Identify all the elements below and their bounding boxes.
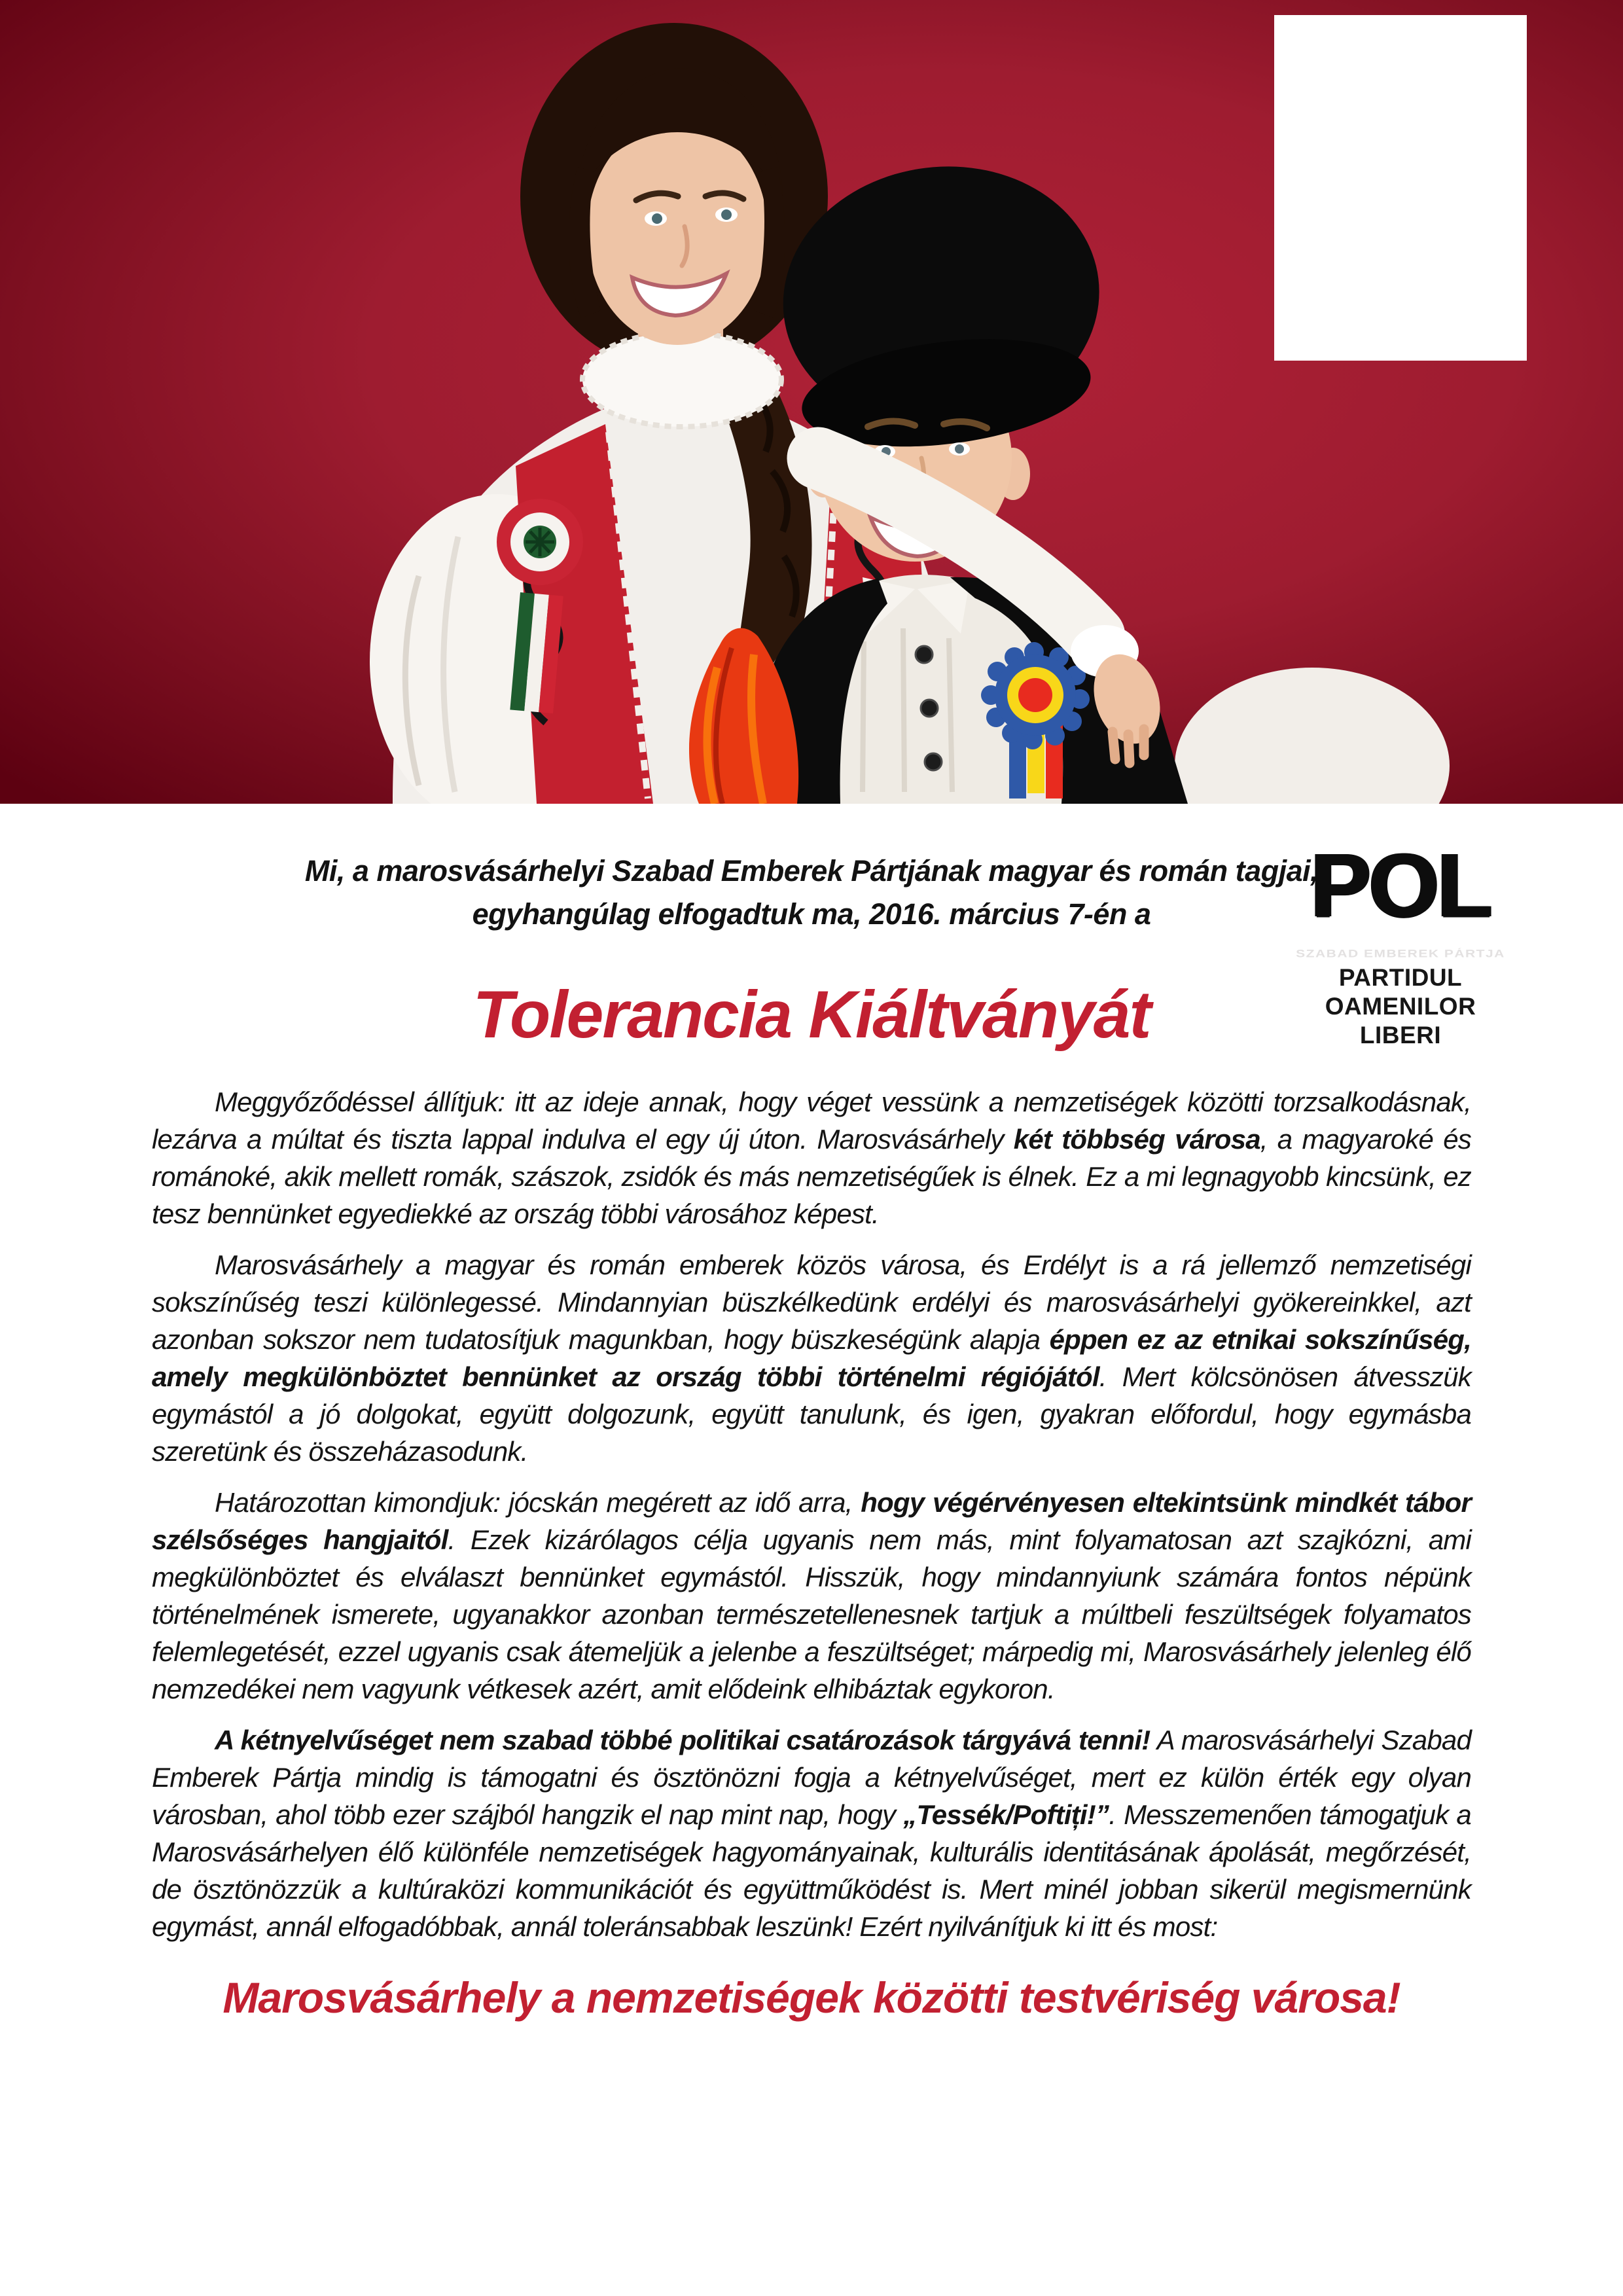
text-run: . Ezek kizárólagos célja ugyanis nem más, mint folyamatosan azt szajkózni, ami megkülönböztet és elválaszt bennünket egymástól. Hisszük, hogy mindannyiunk számára fontos népünk történelmének ismerete, ugyanakkor azonban természetellenesnek tartjuk a múltbeli feszültségek folyamatos felemlegetését, ezzel ugyanis csak átemeljük a jelenbe a feszültséget; márpedig mi, Marosvásárhely jelenleg élő nemzedékei nem vagyunk vétkesek azért, amit elődeink elhibáztak egykoron. xyxy=(152,1524,1472,1705)
manifesto-title: Tolerancia Kiáltványát xyxy=(473,977,1150,1052)
closing-slogan: Marosvásárhely a nemzetiségek közötti testvériség városa! xyxy=(223,1973,1400,2022)
text-run-bold: két többség városa xyxy=(1013,1124,1260,1155)
paragraph xyxy=(152,1484,1471,1708)
text-run: . Mert kölcsönösen átvesszük egymástól a jó dolgokat, együtt dolgozunk, együtt tanulunk, és igen, gyakran előfordul, hogy egymásba szeretünk és összeházasodunk. xyxy=(152,1361,1471,1467)
pol-faint-subtitle: SZABAD EMBEREK PÁRTJA xyxy=(1296,948,1505,960)
text-run-bold: hogy végérvényesen eltekintsünk mindkét tábor szélsőséges hangjaitól xyxy=(152,1487,1471,1556)
body-paragraphs xyxy=(152,1083,1471,1945)
text-run-bold: A kétnyelvűséget nem szabad többé politikai csatározások tárgyává tenni! xyxy=(215,1725,1150,1756)
intro-line-2: egyhangúlag elfogadtuk ma, 2016. március 7-én a xyxy=(472,897,1151,931)
paragraph xyxy=(152,1721,1471,1945)
handshake-icon xyxy=(1274,35,1623,838)
text-run: . Messzemenően támogatjuk a Marosvásárhelyen élő különféle nemzetiségek hagyományainak, kulturális identitásának ápolását, megőrzését, de ösztönözzük a kultúraközi kommunikációt és együttműködést is. Mert minél jobban sikerül megismernünk egymást, annál elfogadóbbak, annál toleránsabbak leszünk! Ezért nyilvánítjuk ki itt és most: xyxy=(152,1799,1471,1943)
text-run: A marosvásárhelyi Szabad Emberek Pártja mindig is támogatni és ösztönözni fogja a kétnyelvűséget, mert ez külön érték egy olyan városban, ahol több ezer szájból hangzik el nap mint nap, hogy xyxy=(152,1725,1472,1831)
text-run: Marosvásárhely a magyar és román emberek közös városa, és Erdélyt is a rá jellemző nemzetiségi sokszínűség teszi különlegessé. Mindannyian büszkélkedünk erdélyi és marosvásárhelyi gyökereinkkel, azt azonban sokszor nem tudatosítjuk magunkban, hogy büszkeségünk alapja xyxy=(152,1249,1471,1355)
pol-name-line-1: PARTIDUL xyxy=(1338,963,1463,991)
text-run-bold: „Tessék/Poftiți!” xyxy=(903,1799,1109,1831)
paragraph xyxy=(152,1083,1471,1232)
paragraph xyxy=(152,1246,1471,1470)
pol-wordmark: POL xyxy=(1310,835,1491,936)
pol-name-line-3: LIBERI xyxy=(1359,1021,1442,1049)
text-run: Határozottan kimondjuk: jócskán megérett az idő arra, xyxy=(215,1487,861,1518)
text-run: Meggyőződéssel állítjuk: itt az ideje annak, hogy véget vessünk a nemzetiségek közötti torzsalkodásnak, lezárva a múltat és tiszta lappal indulva el egy új úton. Marosvásárhely xyxy=(152,1086,1471,1155)
pol-name-line-2: OAMENILOR xyxy=(1325,992,1476,1020)
text-run: , a magyaroké és románoké, akik mellett romák, szászok, zsidók és más nemzetiségűek is élnek. Ez a mi legnagyobb kincsünk, ez tesz bennünket egyediekké az ország többi városához képest. xyxy=(152,1124,1471,1230)
intro-line-1: Mi, a marosvásárhelyi Szabad Emberek Pártjának magyar és román tagjai, xyxy=(304,854,1319,888)
pol-logo-box xyxy=(1274,15,1527,1049)
pol-party-name xyxy=(1274,963,1527,1050)
text-run-bold: éppen ez az etnikai sokszínűség, amely megkülönböztet bennünket az ország többi történelmi régiójától xyxy=(152,1324,1471,1393)
